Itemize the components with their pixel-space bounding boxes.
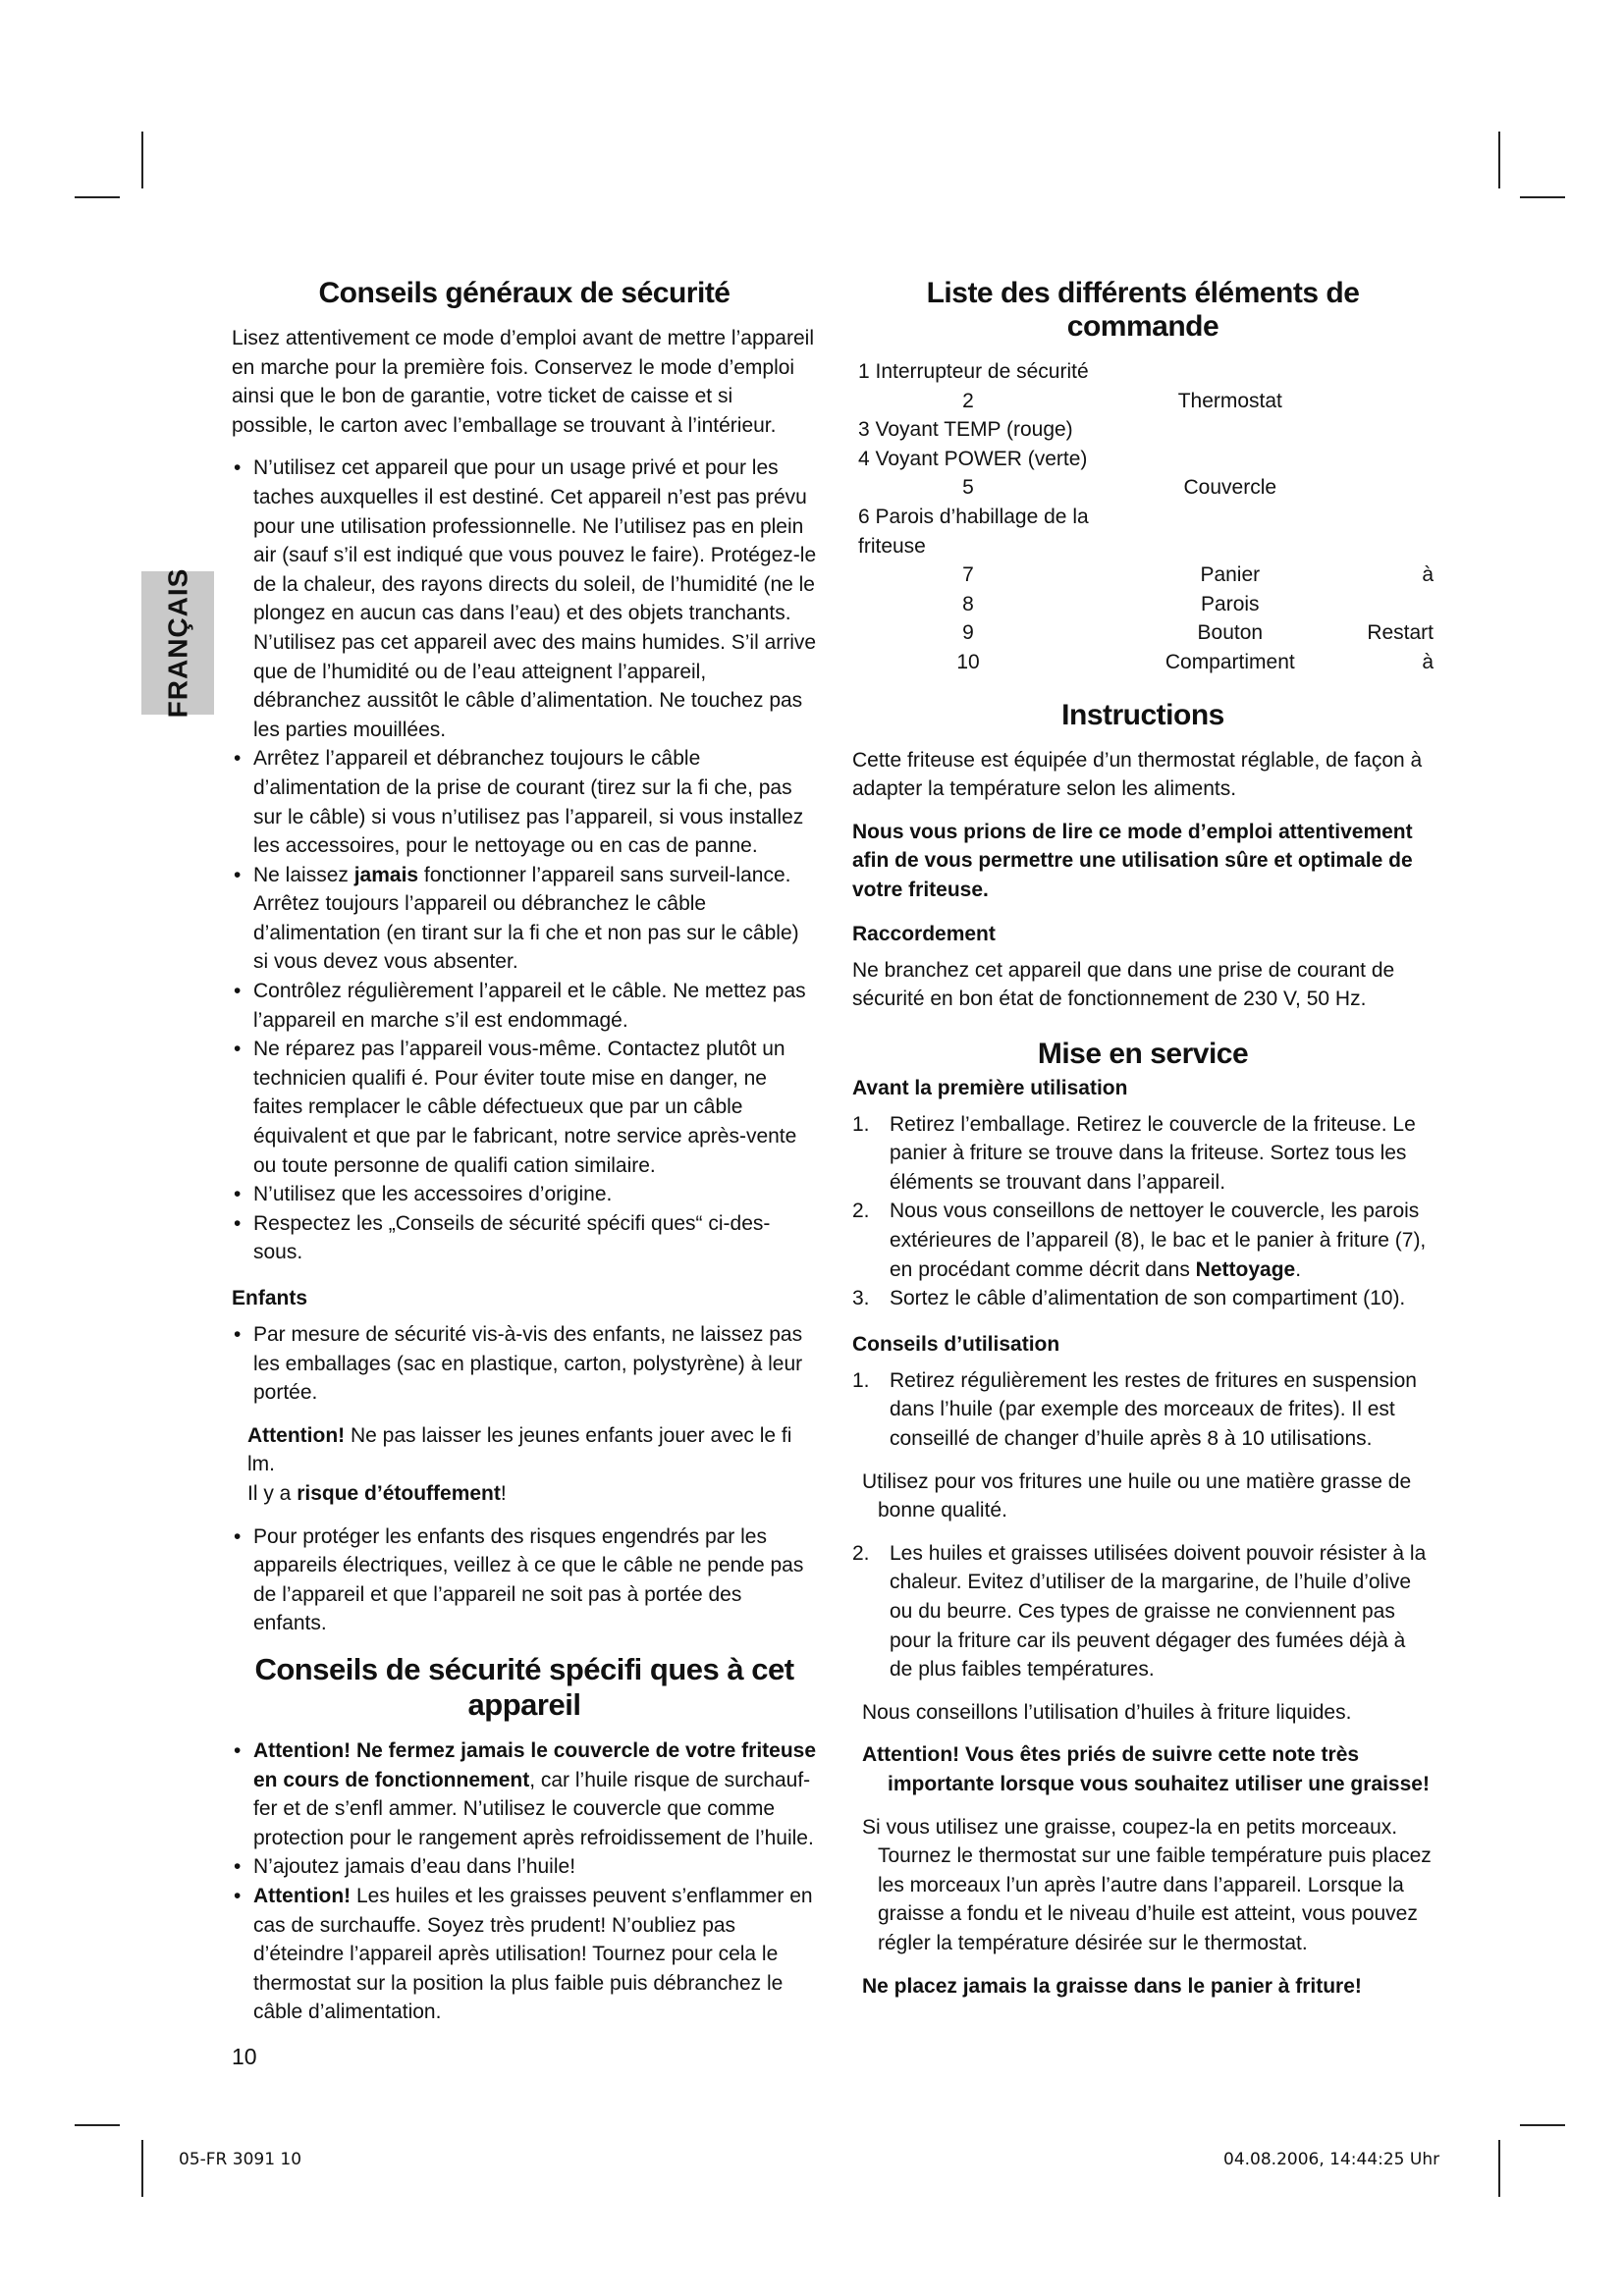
table-row <box>852 590 1434 619</box>
setup-title: Mise en service <box>1037 1037 1249 1070</box>
table-cell: Compartiment <box>1164 650 1295 673</box>
controls-table <box>852 357 1434 677</box>
general-safety-list <box>232 454 817 1267</box>
crop-mark <box>1520 2124 1565 2126</box>
table-cell: 6 Parois d’habillage de la friteuse <box>858 505 1089 558</box>
table-cell: à <box>1422 563 1434 587</box>
fat-usage-text: Si vous utilisez une graisse, coupez-la en petits morceaux. Tournez le thermostat sur une faible température puis placez les morceaux l’un après l’autre dans l’appareil. Lorsque la graisse a fondu et le niveau d’huile est atteint, vous pouvez régler la température désirée sur le thermostat. <box>862 1815 1432 1954</box>
table-cell: 4 Voyant POWER (verte) <box>858 447 1088 470</box>
crop-mark <box>75 2124 120 2126</box>
table-cell: 8 <box>962 592 974 615</box>
list-item: • Contrôlez régulièrement l’appareil et le câble. Ne mettez pas l’appareil en marche s’il est endommagé. <box>232 977 817 1035</box>
table-row <box>852 473 1434 503</box>
list-item: • N’ajoutez jamais d’eau dans l’huile! <box>232 1852 817 1882</box>
footer-file-ref: 05-FR 3091 10 <box>179 2150 302 2169</box>
table-cell: Parois <box>1201 592 1260 615</box>
table-cell: 3 Voyant TEMP (rouge) <box>858 418 1073 442</box>
language-side-tab <box>141 567 214 719</box>
children-heading: Enfants <box>232 1287 308 1309</box>
table-row <box>852 387 1434 416</box>
crop-mark <box>141 2140 143 2197</box>
table-cell <box>1318 445 1434 474</box>
list-item: • Attention! Ne fermez jamais le couvercle de votre friteuse en cours de fonctionnement, car l’huile risque de surchauf-fer et de s’enfl ammer. N’utilisez le couvercle que comme protection pour le rangement après refroidissement de l’huile. <box>232 1736 817 1852</box>
tips-heading: Conseils d’utilisation <box>852 1332 1060 1356</box>
list-item: • Arrêtez l’appareil et débranchez toujours le câble d’alimentation de la prise de courant (tirez sur la fi che, pas sur le câble) si vous n’utilisez pas l’appareil, si vous installez les accessoires, pour le nettoyage ou en cas de panne. <box>232 744 817 860</box>
children-list-2 <box>232 1522 817 1638</box>
list-item: 1. Retirez régulièrement les restes de fritures en suspension dans l’huile (par exemple des morceaux de frites). Il est conseillé de changer d’huile après 8 à 10 utilisations. <box>852 1368 1417 1451</box>
list-item: 3. Sortez le câble d’alimentation de son compartiment (10). <box>852 1287 1406 1310</box>
table-cell: à <box>1422 650 1434 673</box>
table-cell <box>1318 473 1434 503</box>
table-row <box>852 357 1434 387</box>
list-item: • Pour protéger les enfants des risques engendrés par les appareils électriques, veillez à ce que le câble ne pende pas de l’appareil et que l’appareil ne soit pas à portée des enfants. <box>232 1522 817 1638</box>
instructions-title: Instructions <box>1061 698 1224 731</box>
list-item: 2. Les huiles et graisses utilisées doivent pouvoir résister à la chaleur. Evitez d’utiliser de la margarine, de l’huile d’olive ou du beurre. Ces types de graisse ne conviennent pas pour la friture car ils peuvent dégager des fumées déjà à de plus faibles températures. <box>852 1541 1427 1682</box>
tips-list <box>852 1366 1434 1454</box>
list-item: • Attention! Les huiles et les graisses peuvent s’enflammer en cas de surchauffe. Soyez très prudent! N’oubliez pas d’éteindre l’appareil après utilisation! Tournez pour cela le thermostat sur la position la plus faible puis débranchez le câble d’alimentation. <box>232 1882 817 2027</box>
table-cell: Restart <box>1367 621 1434 645</box>
final-warning: Ne placez jamais la graisse dans le panier à friture! <box>862 1974 1362 1998</box>
table-cell: 5 <box>962 476 974 500</box>
table-cell: Bouton <box>1197 621 1264 645</box>
right-column <box>852 277 1434 2014</box>
list-item: • Respectez les „Conseils de sécurité spécifi ques“ ci-des-sous. <box>232 1209 817 1267</box>
first-use-list <box>852 1110 1434 1313</box>
language-label: FRANÇAIS <box>162 567 193 719</box>
table-row <box>852 618 1434 648</box>
table-row <box>852 648 1434 677</box>
table-cell <box>1318 387 1434 416</box>
controls-title: Liste des différents éléments de commande <box>926 277 1360 343</box>
connection-heading: Raccordement <box>852 922 996 945</box>
table-row <box>852 503 1434 561</box>
table-cell <box>1318 590 1434 619</box>
general-intro: Lisez attentivement ce mode d’emploi avant de mettre l’appareil en marche pour la première fois. Conservez le mode d’emploi ainsi que le bon de garantie, votre ticket de caisse et si possible, le carton avec l’emballage se trouvant à l’intérieur. <box>232 327 814 437</box>
crop-mark <box>141 132 143 188</box>
specific-safety-list <box>232 1736 817 2027</box>
table-cell: 9 <box>962 621 974 645</box>
page-number: 10 <box>232 2044 257 2069</box>
list-item: • Ne réparez pas l’appareil vous-même. Contactez plutôt un technicien qualifi é. Pour éviter toute mise en danger, ne faites remplacer le câble défectueux que par un câble équivalent et que par le fabricant, notre service après-vente ou toute personne de qualifi cation similaire. <box>232 1035 817 1180</box>
table-cell: 1 Interrupteur de sécurité <box>858 360 1089 383</box>
list-item: • N’utilisez cet appareil que pour un usage privé et pour les taches auxquelles il est destiné. Cet appareil n’est pas prévu pour une utilisation professionnelle. Ne l’utilisez pas en plein air (sauf s’il est indiqué que vous pouvez le faire). Protégez-le de la chaleur, des rayons directs du soleil, de l’humidité (ne le plongez en aucun cas dans l’eau) et des objets tranchants. N’utilisez pas cet appareil avec des mains humides. S’il arrive que de l’humidité ou de l’eau atteignent l’appareil, débranchez aussitôt le câble d’alimentation. Ne touchez pas les parties mouillées. <box>232 454 817 744</box>
table-cell <box>1318 357 1434 387</box>
list-item: • Ne laissez jamais fonctionner l’appareil sans surveil-lance. Arrêtez toujours l’appareil ou débranchez le câble d’alimentation (en tirant sur la fi che et non pas sur le câble) si vous devez vous absenter. <box>232 861 817 977</box>
crop-mark <box>1498 2140 1500 2197</box>
list-item: • Par mesure de sécurité vis-à-vis des enfants, ne laissez pas les emballages (sac en plastique, carton, polystyrène) à leur portée. <box>232 1320 817 1408</box>
list-item: 2. Nous vous conseillons de nettoyer le couvercle, les parois extérieures de l’appareil (8), le bac et le panier à friture (7), en procédant comme décrit dans Nettoyage. <box>852 1200 1427 1281</box>
list-item: • N’utilisez que les accessoires d’origine. <box>232 1180 817 1209</box>
instructions-bold-note: Nous vous prions de lire ce mode d’emploi attentivement afin de vous permettre une utilisation sûre et optimale de votre friteuse. <box>852 820 1413 901</box>
general-safety-title: Conseils généraux de sécurité <box>318 277 731 309</box>
table-cell: 7 <box>962 563 974 587</box>
children-list <box>232 1320 817 1408</box>
table-cell: 2 <box>962 389 974 412</box>
crop-mark <box>1520 196 1565 198</box>
tip-liquid-oils: Nous conseillons l’utilisation d’huiles à friture liquides. <box>862 1700 1352 1724</box>
tips-list-2 <box>852 1539 1434 1684</box>
table-cell: Thermostat <box>1177 389 1282 412</box>
table-cell <box>1143 357 1318 387</box>
crop-mark <box>75 196 120 198</box>
table-cell: Panier <box>1200 563 1261 587</box>
table-cell: Couvercle <box>1183 476 1277 500</box>
instructions-text: Cette friteuse est équipée d’un thermostat réglable, de façon à adapter la température selon les aliments. <box>852 748 1423 801</box>
table-cell <box>1143 445 1318 474</box>
table-row <box>852 445 1434 474</box>
first-use-heading: Avant la première utilisation <box>852 1076 1128 1099</box>
list-item: 1. Retirez l’emballage. Retirez le couvercle de la friteuse. Le panier à friture se trouve dans la friteuse. Sortez tous les éléments se trouvant dans l’appareil. <box>852 1112 1416 1194</box>
tip-oil-quality: Utilisez pour vos fritures une huile ou une matière grasse de bonne qualité. <box>862 1469 1412 1522</box>
specific-safety-title: Conseils de sécurité spécifi ques à cet appareil <box>254 1651 794 1722</box>
table-row <box>852 415 1434 445</box>
table-cell <box>1143 415 1318 445</box>
crop-mark <box>1498 132 1500 188</box>
children-attention: Attention! Ne pas laisser les jeunes enfants jouer avec le fi lm. Il y a risque d’étouffement! <box>247 1423 792 1505</box>
table-cell <box>1318 415 1434 445</box>
footer-timestamp: 04.08.2006, 14:44:25 Uhr <box>1223 2150 1440 2169</box>
connection-text: Ne branchez cet appareil que dans une prise de courant de sécurité en bon état de fonctionnement de 230 V, 50 Hz. <box>852 958 1395 1011</box>
table-cell <box>1143 503 1318 561</box>
fat-attention: Attention! Vous êtes priés de suivre cette note très importante lorsque vous souhaitez utiliser une graisse! <box>862 1743 1430 1795</box>
table-cell: 10 <box>956 650 980 673</box>
table-cell <box>1318 503 1434 561</box>
left-column <box>232 277 817 2041</box>
table-row <box>852 561 1434 590</box>
